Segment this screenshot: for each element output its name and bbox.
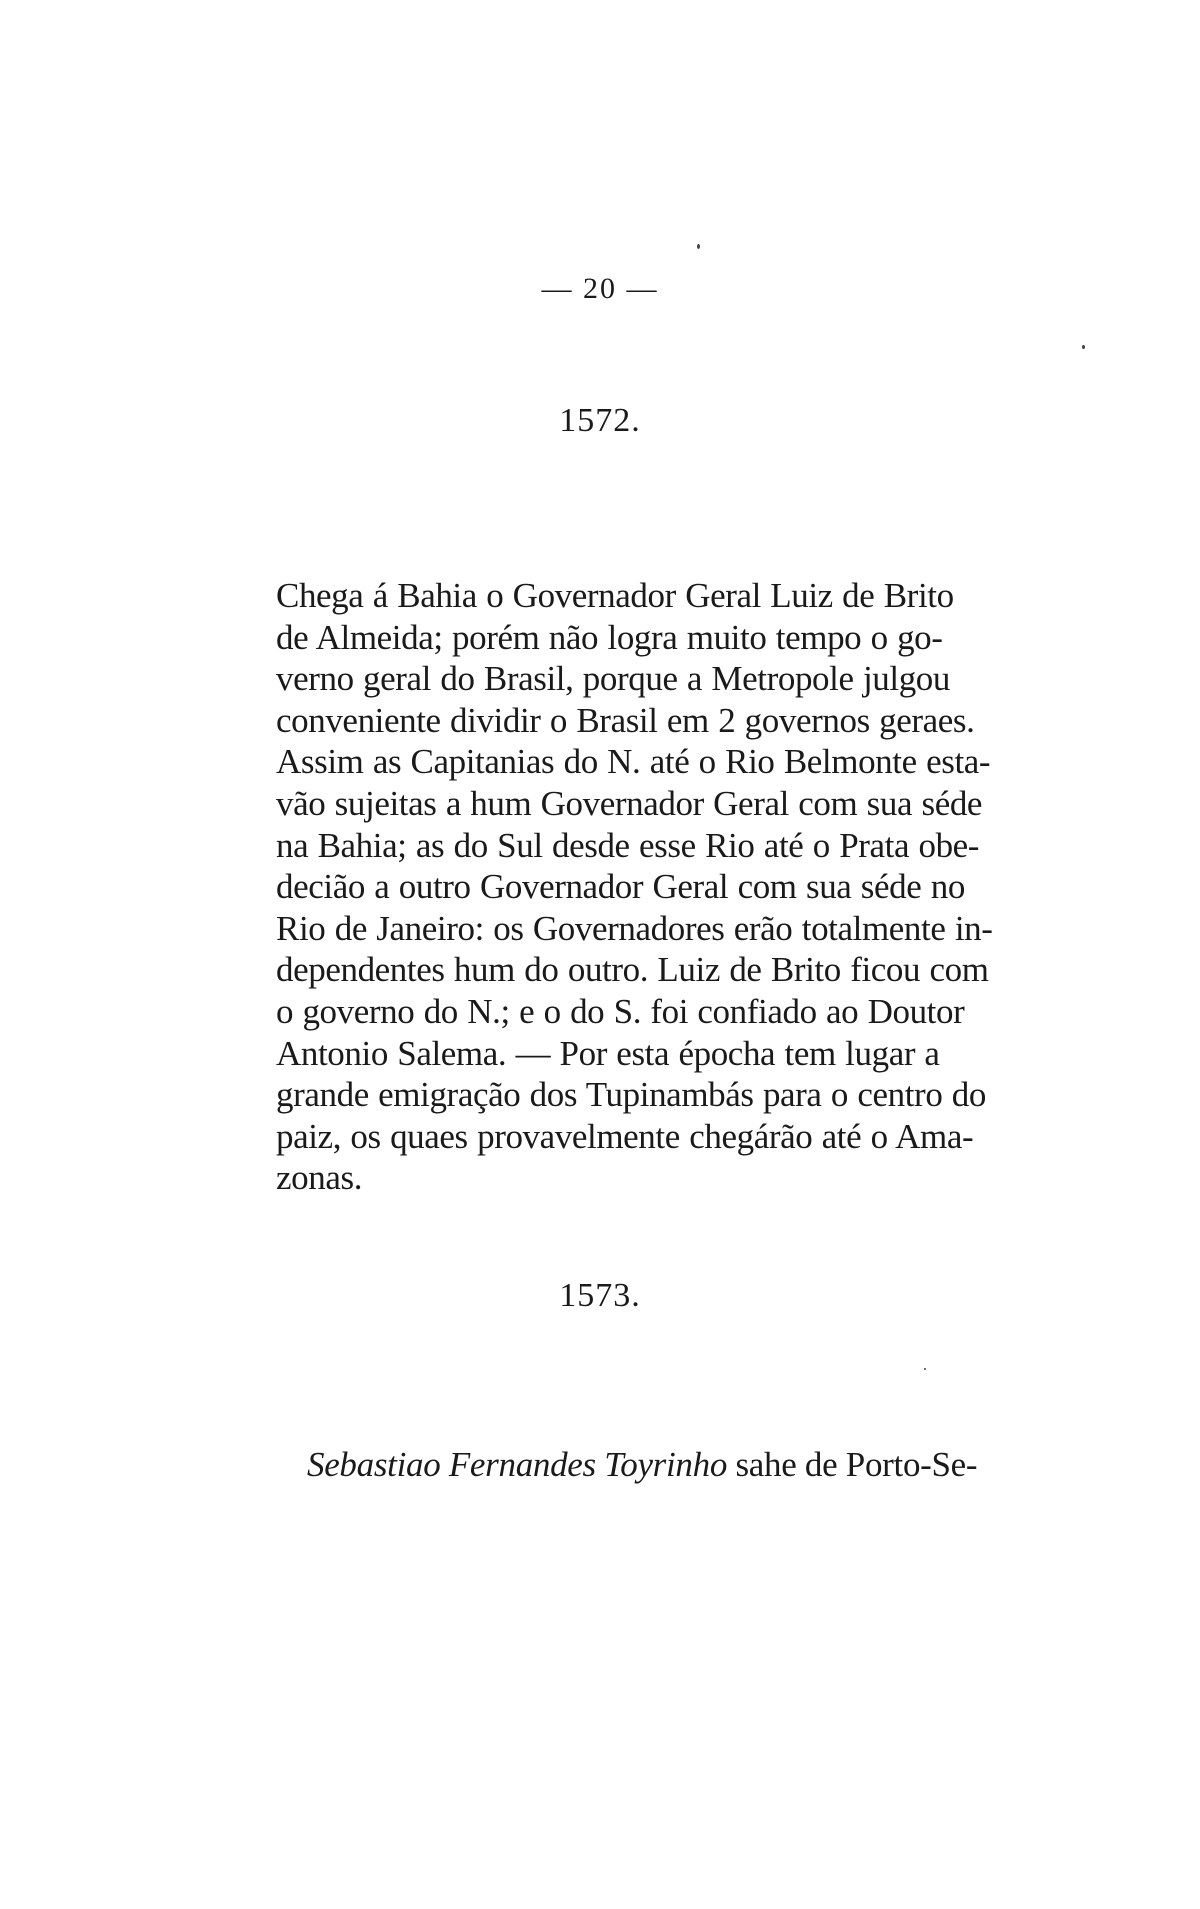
scan-speck xyxy=(924,1368,926,1370)
text-line: sahe de Porto-Se- xyxy=(727,1445,978,1484)
scan-speck xyxy=(697,244,700,249)
text-line: de Almeida; porém não logra muito tempo o go- xyxy=(276,617,943,657)
text-line: na Bahia; as do Sul desde esse Rio até o Prata obe- xyxy=(276,825,980,865)
text-line: Rio de Janeiro: os Governadores erão totalmente in- xyxy=(276,908,993,948)
person-name: Sebastiao Fernandes Toyrinho xyxy=(307,1445,728,1484)
text-line: decião a outro Governador Geral com sua séde no xyxy=(276,867,965,907)
text-line: zonas. xyxy=(276,1158,363,1198)
text-line: Antonio Salema. — Por esta épocha tem lugar a xyxy=(276,1033,940,1073)
text-line: dependentes hum do outro. Luiz de Brito ficou com xyxy=(276,950,989,990)
year-heading-1573: 1573. xyxy=(559,1277,641,1314)
paragraph-1573 xyxy=(307,1444,978,1486)
paragraph-1572 xyxy=(276,575,993,1199)
text-line: Assim as Capitanias do N. até o Rio Belmonte esta- xyxy=(276,742,991,782)
text-line: verno geral do Brasil, porque a Metropole julgou xyxy=(276,659,951,699)
text-line: conveniente dividir o Brasil em 2 governos geraes. xyxy=(276,700,975,740)
text-line: vão sujeitas a hum Governador Geral com sua séde xyxy=(276,783,983,823)
text-line: Chega á Bahia o Governador Geral Luiz de Brito xyxy=(276,576,954,615)
scan-speck xyxy=(1082,345,1085,349)
text-line: paiz, os quaes provavelmente chegárão até o Ama- xyxy=(276,1116,974,1156)
text-line: grande emigração dos Tupinambás para o centro do xyxy=(276,1075,986,1115)
page-number-header: — 20 — xyxy=(541,272,659,305)
year-heading-1572: 1572. xyxy=(559,402,641,439)
text-line: o governo do N.; e o do S. foi confiado ao Doutor xyxy=(276,991,965,1031)
